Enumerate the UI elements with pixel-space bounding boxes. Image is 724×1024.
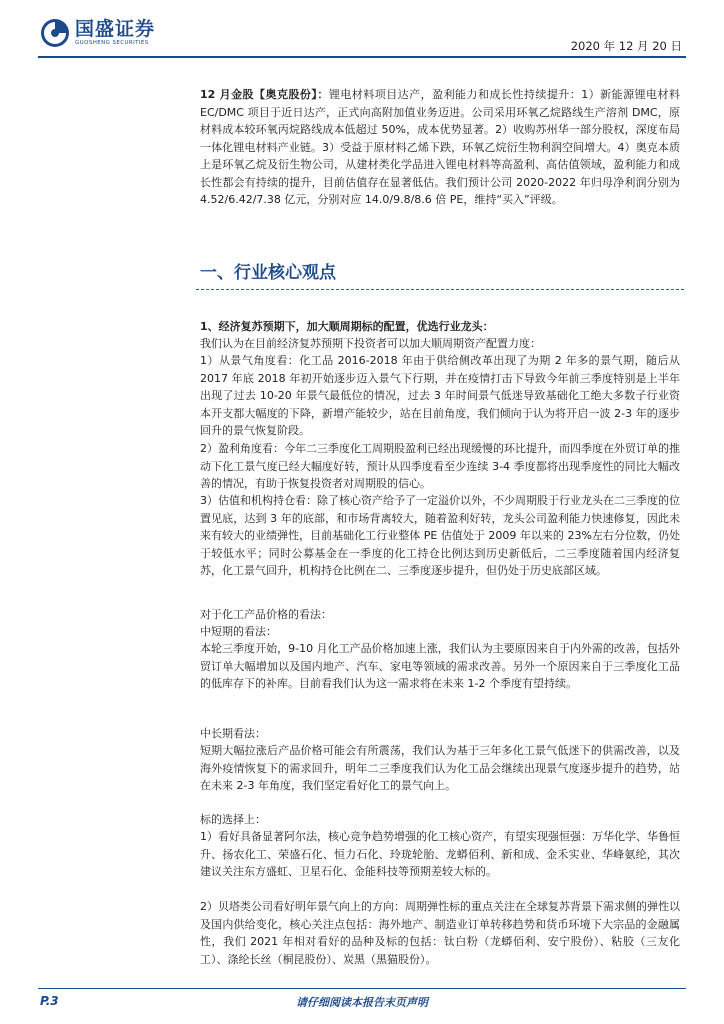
short-term-text: 本轮三季度开始，9-10 月化工产品价格加速上涨，我们认为主要原因来自于内外需的改善，包括外贸订单大幅增加以及国内地产、汽车、家电等领域的需求改善。另外一个原因来自于三季度化工品的低库存下的补库。目前看我们认为这一需求将在未来 1-2 个季度有望持续。 [200, 642, 680, 690]
point1-paragraph-1: 1）从景气角度看：化工品 2016-2018 年由于供给侧改革出现了为期 2 年多的景气期，随后从 2017 年底 2018 年初开始逐步迈入景气下行期，并在疫情打击下导致今年前三季度特别是上半年出现了过去 10-20 年景气最低位的情况，过去 3 年时间景气低迷导致基础化工绝大多数子行业资本开支都大幅度的下降，新增产能较少，站在目前角度，我们倾向于认为将开启一波 2-3 年的逐步回升的景气恢复阶段。 [200, 354, 680, 437]
long-term-label: 中长期看法： [200, 727, 266, 740]
section-title: 一、行业核心观点 [200, 263, 336, 283]
brand-name-cn: 国盛证券 [75, 18, 156, 40]
page-number: P.3 [40, 994, 59, 1008]
short-term-label: 中短期的看法： [200, 625, 277, 638]
page-header [0, 0, 724, 62]
footer-divider [38, 988, 686, 989]
long-term-text: 短期大幅拉涨后产品价格可能会有所震荡，我们认为基于三年多化工景气低迷下的供需改善，以及海外疫情恢复下的需求回升，明年二三季度我们认为化工品会继续出现景气度逐步提升的趋势，站在未来 2-3 年角度，我们坚定看好化工的景气向上。 [200, 744, 680, 792]
brand-logo [40, 18, 155, 48]
brand-name-en: GUOSHENG SECURITIES [75, 40, 149, 46]
prices-label: 对于化工产品价格的看法： [200, 608, 332, 621]
stock-pick-paragraph [200, 86, 680, 209]
section-divider [196, 289, 684, 290]
header-divider [38, 56, 686, 58]
brand-name [75, 18, 155, 47]
guosheng-logo-icon [40, 18, 70, 48]
targets-label: 标的选择上： [200, 813, 266, 826]
point1-paragraph-2: 2）盈利角度看：今年二三季度化工周期股盈利已经出现缓慢的环比提升，而四季度在外贸订单的推动下化工景气度已经大幅度好转，预计从四季度看至少连续 3-4 季度都将出现季度性的同比大幅改善的情况，有助于恢复投资者对周期股的信心。 [200, 442, 680, 490]
point1-paragraph-3: 3）估值和机构持仓看：除了核心资产给予了一定溢价以外，不少周期股于行业龙头在二三季度的位置见底，达到 3 年的底部，和市场背离较大，随着盈利好转，龙头公司盈利能力快速修复，因此未来有较大的业绩弹性，目前基础化工行业整体 PE 估值处于 2009 年以来的 23%左右分位数，仍处于较低水平；同时公募基金在一季度的化工持仓比例达到历史新低后，二三季度随着国内经济复苏，化工景气回升，机构持仓比例在二、三季度逐步提升，但仍处于历史底部区域。 [200, 494, 680, 577]
targets-paragraph-2: 2）贝塔类公司看好明年景气向上的方向：周期弹性标的重点关注在全球复苏背景下需求侧的弹性以及国内供给变化，核心关注点包括：海外地产、制造业订单转移趋势和货币环境下大宗品的金融属性，我们 2021 年相对看好的品种及标的包括：钛白粉（龙蟒佰利、安宁股份）、粘胶（三友化工）、涤纶长丝（桐昆股份）、炭黑（黑猫股份）。 [200, 900, 680, 966]
targets-paragraph-1: 1）看好具备显著阿尔法，核心竞争趋势增强的化工核心资产，有望实现强恒强：万华化学、华鲁恒升、扬农化工、荣盛石化、恒力石化、玲珑轮胎、龙蟒佰利、新和成、金禾实业、华峰氨纶，其次建议关注东方盛虹、卫星石化、金能科技等预期差较大标的。 [200, 830, 680, 878]
stock-pick-lead: 12 月金股【奥克股份】： [200, 88, 329, 101]
footer-disclaimer: 请仔细阅读本报告末页声明 [296, 996, 428, 1009]
point1-intro: 我们认为在目前经济复苏预期下投资者可以加大顺周期资产配置力度： [200, 337, 541, 350]
point1-title: 1、经济复苏预期下，加大顺周期标的配置，优选行业龙头： [200, 320, 494, 333]
report-date: 2020 年 12 月 20 日 [570, 39, 682, 53]
stock-pick-text: 锂电材料项目达产，盈利能力和成长性持续提升：1）新能源锂电材料 EC/DMC 项目于近日达产，正式向高附加值业务迈进。公司采用环氧乙烷路线生产溶剂 DMC，原材料成本较环氧丙烷路线成本低超过 50%，成本优势显著。2）收购苏州华一部分股权，深度布局一体化锂电材料产业链。3）受益于原材料乙烯下跌，环氧乙烷衍生物利润空间增大。4）奥克本质上是环氧乙烷及衍生物公司，从建材类化学品进入锂电材料等高盈利、高估值领域，盈利能力和成长性都会有持续的提升，目前估值存在显著低估。我们预计公司 2020-2022 年归母净利润分别为 4.52/6.42/7.38 亿元，分别对应 14.0/9.8/8.6 倍 PE，维持“买入”评级。 [200, 88, 681, 206]
